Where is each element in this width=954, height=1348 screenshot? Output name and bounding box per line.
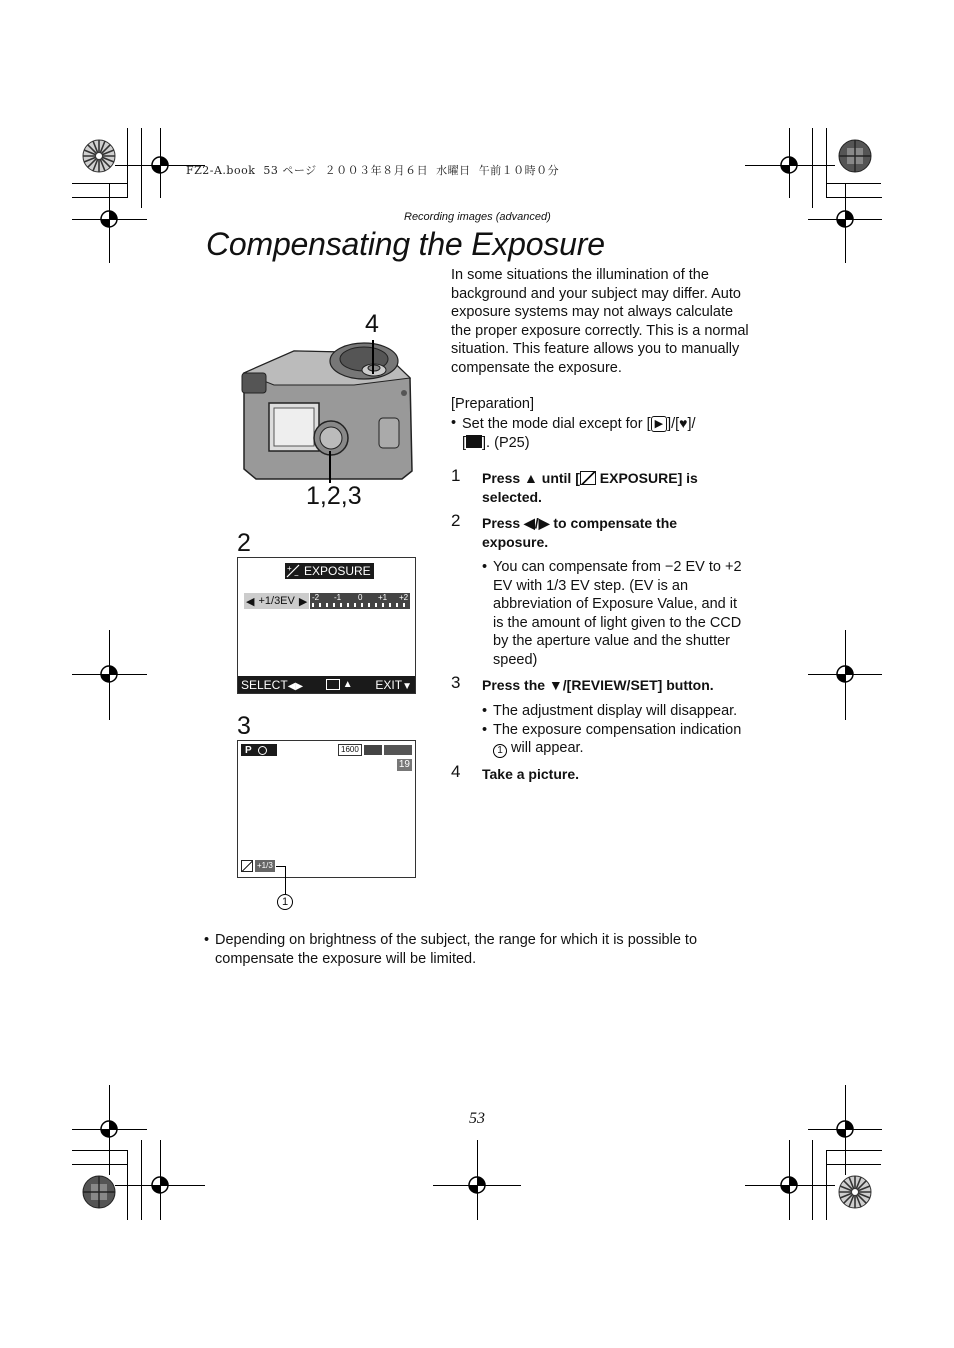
screen2-lcd (237, 557, 416, 694)
step-1-text: Press ▲ until [ EXPOSURE] is selected. (482, 470, 698, 505)
left-arrow-icon: ◀ (246, 595, 255, 608)
screen2-footer: SELECT◀▶ ▲ EXIT▼ (238, 676, 415, 693)
film-icon (466, 435, 482, 448)
step-1-number: 1 (451, 466, 461, 485)
footer-select: SELECT (241, 677, 288, 692)
preparation-bullet: • Set the mode dial except for [ ▶ ]/[♥]/ [ ]. (P25) (451, 415, 696, 451)
step-2-bullets: • You can compensate from −2 EV to +2 EV with 1/3 EV step. (EV is an abbreviation of Exposure Value, and it is the amount of light given to the CCD by the aperture value and the shutter speed) (482, 559, 742, 668)
ev-scale: -2 -1 0 +1 +2 (310, 593, 410, 609)
page-number: 53 (469, 1110, 485, 1127)
preparation-label: [Preparation] (451, 396, 535, 412)
screen3-number: 3 (237, 712, 251, 740)
registration-target-icon (97, 662, 121, 686)
quality-icon (364, 745, 382, 755)
registration-target-icon (148, 153, 172, 177)
play-icon: ▶ (651, 416, 667, 432)
step-3-number: 3 (451, 673, 461, 692)
intro-paragraph: In some situations the illumination of the background and your subject may differ. Auto exposure systems may not always calculate the proper exposure correctly. This is a normal situation. This feature allows you to manually compensate the exposure. (451, 267, 749, 376)
registration-target-icon (833, 1117, 857, 1141)
step-4-text: Take a picture. (482, 766, 580, 782)
registration-target-icon (97, 1117, 121, 1141)
screen2-title: EXPOSURE (301, 563, 374, 579)
iso-indicator: 1600 (338, 744, 362, 756)
svg-text:+: + (287, 564, 292, 573)
screen2-number: 2 (237, 529, 251, 557)
callout-top: 4 (365, 310, 379, 338)
note-bullet: • Depending on brightness of the subject, the range for which it is possible to compensate the exposure will be limited. (204, 932, 698, 967)
right-arrow-icon: ▶ (298, 595, 308, 608)
screen3-lcd (237, 740, 416, 878)
svg-text:−: − (294, 571, 299, 579)
book-info-line: FZ2-A.book 53 ページ ２００３年８月６日 水曜日 午前１０時０分 (186, 164, 560, 177)
footer-exit: EXIT (375, 677, 403, 692)
registration-target-icon (465, 1173, 489, 1197)
step-2-text: Press ◀/▶ to compensate the exposure. (482, 515, 678, 550)
color-wheel-icon (838, 1175, 872, 1209)
page-title: Compensating the Exposure (206, 226, 605, 262)
registration-target-icon (777, 1173, 801, 1197)
picture-count: 19 (398, 759, 410, 770)
color-wheel-icon (838, 139, 872, 173)
camera-figure (234, 308, 434, 508)
ev-value: +1/3EV (258, 595, 295, 607)
color-wheel-icon (82, 1175, 116, 1209)
registration-target-icon (148, 1173, 172, 1197)
exposure-icon (285, 563, 301, 579)
callout-circle-1: 1 (277, 894, 293, 910)
registration-target-icon (833, 662, 857, 686)
step-2-number: 2 (451, 511, 461, 530)
registration-target-icon (97, 207, 121, 231)
exposure-icon (326, 679, 340, 690)
section-label: Recording images (advanced) (404, 211, 551, 223)
camera-illustration (234, 333, 418, 483)
ev-indicator: +1/3 (257, 860, 273, 870)
circled-number-1: 1 (493, 744, 507, 758)
callout-bottom: 1,2,3 (306, 482, 362, 510)
registration-target-icon (833, 207, 857, 231)
exposure-icon (580, 471, 596, 485)
step-3-text: Press the ▼/[REVIEW/SET] button. (482, 677, 714, 693)
step-4-number: 4 (451, 762, 461, 781)
color-wheel-icon (82, 139, 116, 173)
registration-target-icon (777, 153, 801, 177)
flash-icon (258, 746, 267, 755)
battery-icon (384, 745, 412, 755)
exposure-icon (241, 860, 253, 872)
step-3-bullets: • The adjustment display will disappear. • The exposure compensation indication 1 will appear. (482, 702, 749, 758)
mode-indicator: P (245, 744, 252, 756)
heart-icon: ♥ (679, 415, 688, 431)
